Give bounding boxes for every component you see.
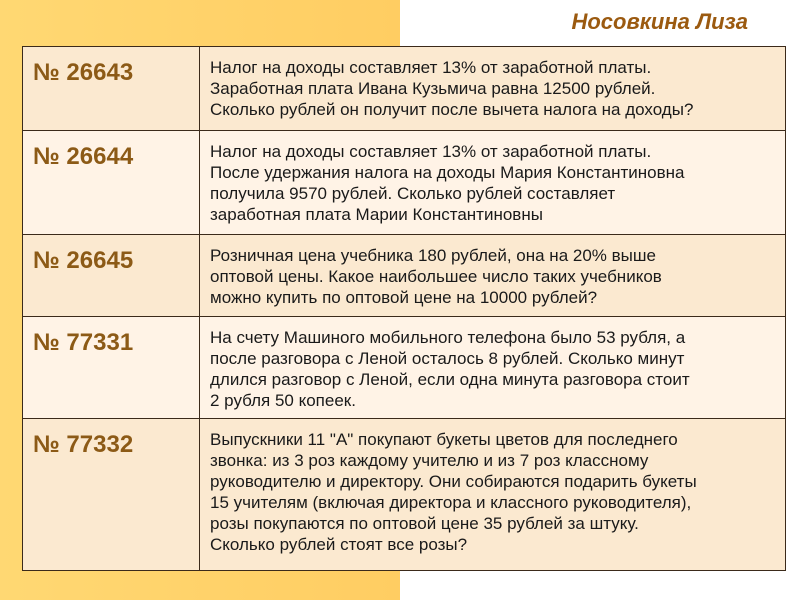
author-name: Носовкина Лиза — [571, 9, 748, 34]
task-table — [22, 46, 786, 571]
task-text-line: Заработная плата Ивана Кузьмича равна 12500 рублей. — [210, 79, 656, 98]
task-number: № 77331 — [23, 317, 200, 419]
task-text-line: Сколько рублей стоят все розы? — [210, 535, 468, 554]
task-text-line: руководителю и директору. Они собираются подарить букеты — [210, 472, 697, 491]
task-text-line: Налог на доходы составляет 13% от заработной платы. — [210, 58, 652, 77]
task-text-line: После удержания налога на доходы Мария Константиновна — [210, 163, 685, 182]
task-text — [200, 235, 786, 317]
task-text-line: Розничная цена учебника 180 рублей, она на 20% выше — [210, 246, 656, 265]
task-text-line: 2 рубля 50 копеек. — [210, 391, 356, 410]
task-text-line: оптовой цены. Какое наибольшее число таких учебников — [210, 267, 662, 286]
task-text — [200, 317, 786, 419]
task-text — [200, 419, 786, 571]
task-text-line: можно купить по оптовой цене на 10000 рублей? — [210, 288, 598, 307]
task-text — [200, 47, 786, 131]
task-text — [200, 131, 786, 235]
table-row — [23, 419, 786, 571]
table-row — [23, 317, 786, 419]
task-number: № 26644 — [23, 131, 200, 235]
table-row — [23, 47, 786, 131]
task-number: № 26645 — [23, 235, 200, 317]
task-number: № 26643 — [23, 47, 200, 131]
table-row — [23, 131, 786, 235]
task-number: № 77332 — [23, 419, 200, 571]
task-text-line: Сколько рублей он получит после вычета налога на доходы? — [210, 100, 694, 119]
task-text-line: длился разговор с Леной, если одна минута разговора стоит — [210, 370, 690, 389]
task-text-line: 15 учителям (включая директора и классного руководителя), — [210, 493, 692, 512]
task-text-line: после разговора с Леной осталось 8 рублей. Сколько минут — [210, 349, 685, 368]
task-text-line: На счету Машиного мобильного телефона было 53 рубля, а — [210, 328, 686, 347]
table-row — [23, 235, 786, 317]
task-text-line: заработная плата Марии Константиновны — [210, 205, 543, 224]
task-text-line: Налог на доходы составляет 13% от заработной платы. — [210, 142, 652, 161]
task-text-line: розы покупаются по оптовой цене 35 рублей за штуку. — [210, 514, 639, 533]
task-text-line: получила 9570 рублей. Сколько рублей составляет — [210, 184, 616, 203]
task-text-line: звонка: из 3 роз каждому учителю и из 7 роз классному — [210, 451, 649, 470]
task-text-line: Выпускники 11 "А" покупают букеты цветов для последнего — [210, 430, 678, 449]
